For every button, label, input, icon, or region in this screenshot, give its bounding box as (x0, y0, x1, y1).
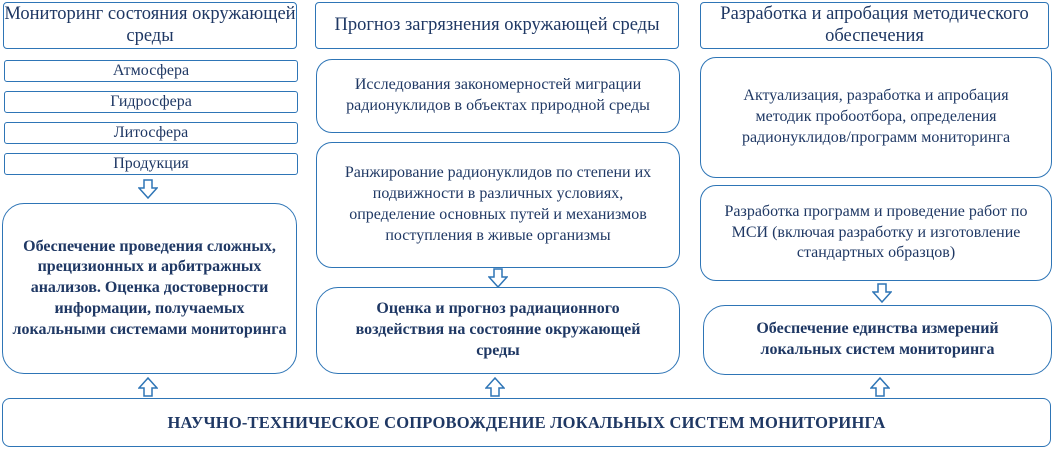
item-atmosphere-text: Атмосфера (112, 61, 190, 79)
arrow-down-icon (138, 179, 158, 199)
header-methods (700, 2, 1049, 49)
arrow-up-icon (485, 377, 505, 397)
result-uniformity-text: Обеспечение единства измерений локальных систем мониторинга (756, 320, 999, 358)
bottom-banner-text: НАУЧНО-ТЕХНИЧЕСКОЕ СОПРОВОЖДЕНИЕ ЛОКАЛЬНЫХ СИСТЕМ МОНИТОРИНГА (167, 412, 886, 432)
item-hydrosphere (4, 91, 298, 113)
result-analysis (2, 203, 297, 374)
result-forecast-text: Оценка и прогноз радиационного воздействия на состояние окружающей среды (355, 300, 641, 359)
result-uniformity (703, 305, 1052, 375)
header-forecast (315, 2, 679, 49)
header-methods-text: Разработка и апробация методического обеспечения (720, 4, 1029, 46)
bottom-banner (2, 398, 1051, 447)
header-forecast-text: Прогноз загрязнения окружающей среды (334, 14, 660, 35)
header-monitoring-text: Мониторинг состояния окружающей среды (4, 4, 296, 46)
arrow-down-icon (488, 268, 508, 288)
item-methods-text: Актуализация, разработка и апробация методик пробоотбора, определения радионуклидов/программ мониторинга (741, 87, 1011, 146)
arrow-down-icon (872, 283, 892, 303)
item-ranking-text: Ранжирование радионуклидов по степени их подвижности в различных условиях, определение основных путей и механизмов поступления в живые организмы (344, 164, 652, 244)
item-lithosphere (4, 122, 298, 144)
arrow-up-icon (138, 377, 158, 397)
item-methods (700, 57, 1052, 178)
item-products-text: Продукция (113, 154, 189, 172)
item-migration-text: Исследования закономерностей миграции радионуклидов в объектах природной среды (346, 76, 650, 114)
arrow-up-icon (870, 377, 890, 397)
item-hydrosphere-text: Гидросфера (110, 92, 192, 110)
item-products (4, 153, 298, 175)
item-migration (316, 59, 680, 133)
item-ranking (316, 142, 680, 268)
item-msi (700, 185, 1052, 281)
item-msi-text: Разработка программ и проведение работ по МСИ (включая разработку и изготовление стандартных образцов) (724, 202, 1028, 262)
item-atmosphere (4, 60, 298, 82)
header-monitoring (3, 2, 297, 49)
item-lithosphere-text: Литосфера (113, 123, 189, 141)
result-analysis-text: Обеспечение проведения сложных, прецизионных и арбитражных анализов. Оценка достоверности информации, получаемых локальными системами мониторинга (12, 237, 287, 338)
result-forecast (316, 287, 680, 374)
